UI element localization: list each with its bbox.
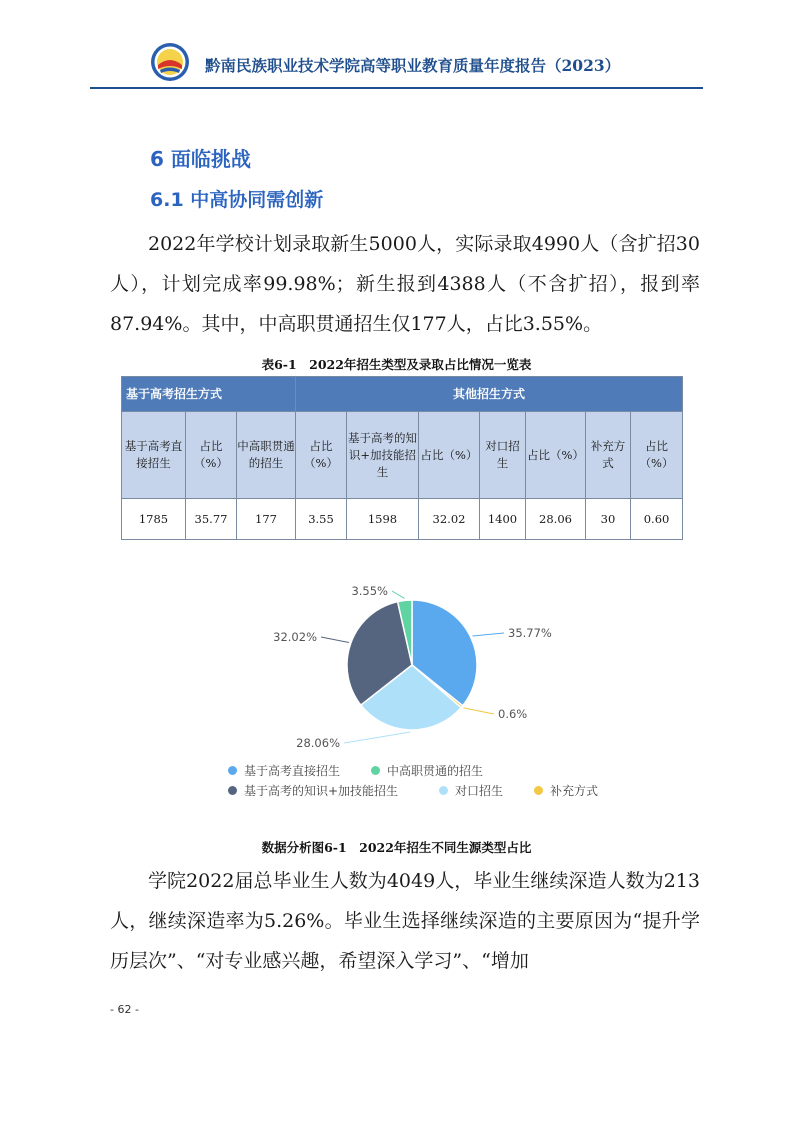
table-cell: 177 [237, 499, 296, 540]
data-label: 0.6% [498, 707, 528, 721]
table-group-header: 其他招生方式 [296, 377, 683, 412]
table-header-cell: 占比（%） [186, 412, 237, 499]
graduates-paragraph: 学院2022届总毕业生人数为4049人，毕业生继续深造人数为213人，继续深造率为5.26%。毕业生选择继续深造的主要原因为“提升学历层次”、“对专业感兴趣，希望深入学习”、“增加 [110, 870, 700, 972]
legend-swatch [439, 786, 448, 795]
leader-line [321, 637, 349, 643]
legend-swatch [228, 766, 237, 775]
leader-line [392, 591, 405, 598]
table-cell: 28.06 [526, 499, 586, 540]
header-divider [90, 87, 703, 89]
leader-line [344, 732, 410, 743]
legend-item [228, 762, 340, 779]
legend-item [371, 762, 483, 779]
enrollment-table [121, 376, 683, 540]
table-header-cell: 基于高考直接招生 [122, 412, 186, 499]
section-heading: 6 面临挑战 [150, 147, 251, 171]
chart-caption: 数据分析图6-1 2022年招生不同生源类型占比 [261, 840, 532, 855]
table-cell: 1598 [347, 499, 419, 540]
page-number: - 62 - [110, 1003, 139, 1016]
legend-label: 中高职贯通的招生 [387, 764, 484, 778]
data-label: 28.06% [296, 736, 340, 750]
legend-label: 基于高考直接招生 [244, 764, 341, 778]
table-caption: 表6-1 2022年招生类型及录取占比情况一览表 [261, 357, 532, 372]
table-cell: 32.02 [419, 499, 480, 540]
data-label: 32.02% [273, 630, 317, 644]
table-cell: 1785 [122, 499, 186, 540]
legend-label: 基于高考的知识+加技能招生 [244, 784, 399, 798]
table-header-row [122, 412, 683, 499]
data-label: 3.55% [351, 584, 388, 598]
table-header-cell: 占比（%） [419, 412, 480, 499]
school-logo [150, 42, 190, 82]
table-header-cell: 中高职贯通的招生 [237, 412, 296, 499]
report-title: 黔南民族职业技术学院高等职业教育质量年度报告（2023） [205, 56, 621, 75]
table-cell: 3.55 [296, 499, 347, 540]
legend-swatch [228, 786, 237, 795]
legend-item [228, 782, 398, 799]
leader-line [463, 708, 494, 714]
table-header-cell: 占比（%） [631, 412, 683, 499]
legend-label: 补充方式 [550, 784, 599, 798]
table-header-cell: 对口招生 [480, 412, 526, 499]
table-cell: 1400 [480, 499, 526, 540]
legend-label: 对口招生 [455, 784, 504, 798]
table-header-cell: 占比（%） [526, 412, 586, 499]
table-header-cell: 补充方式 [586, 412, 631, 499]
table-header-cell: 基于高考的知识+加技能招生 [347, 412, 419, 499]
page-header [0, 40, 793, 86]
table-group-header-row [122, 377, 683, 412]
legend-item [534, 782, 598, 799]
table-cell: 0.60 [631, 499, 683, 540]
leader-line [472, 633, 504, 636]
data-label: 35.77% [508, 626, 552, 640]
legend-swatch [534, 786, 543, 795]
legend-item [439, 782, 503, 799]
subsection-heading: 6.1 中高协同需创新 [150, 189, 324, 211]
table-row [122, 499, 683, 540]
table-cell: 30 [586, 499, 631, 540]
table-cell: 35.77 [186, 499, 237, 540]
enrollment-paragraph: 2022年学校计划录取新生5000人，实际录取4990人（含扩招30人），计划完成率99.98%；新生报到4388人（不含扩招），报到率87.94%。其中，中高职贯通招生仅177人，占比3.55%。 [110, 233, 700, 335]
legend-swatch [371, 766, 380, 775]
chart-legend [228, 762, 648, 802]
table-header-cell: 占比（%） [296, 412, 347, 499]
table-group-header: 基于高考招生方式 [122, 377, 296, 412]
